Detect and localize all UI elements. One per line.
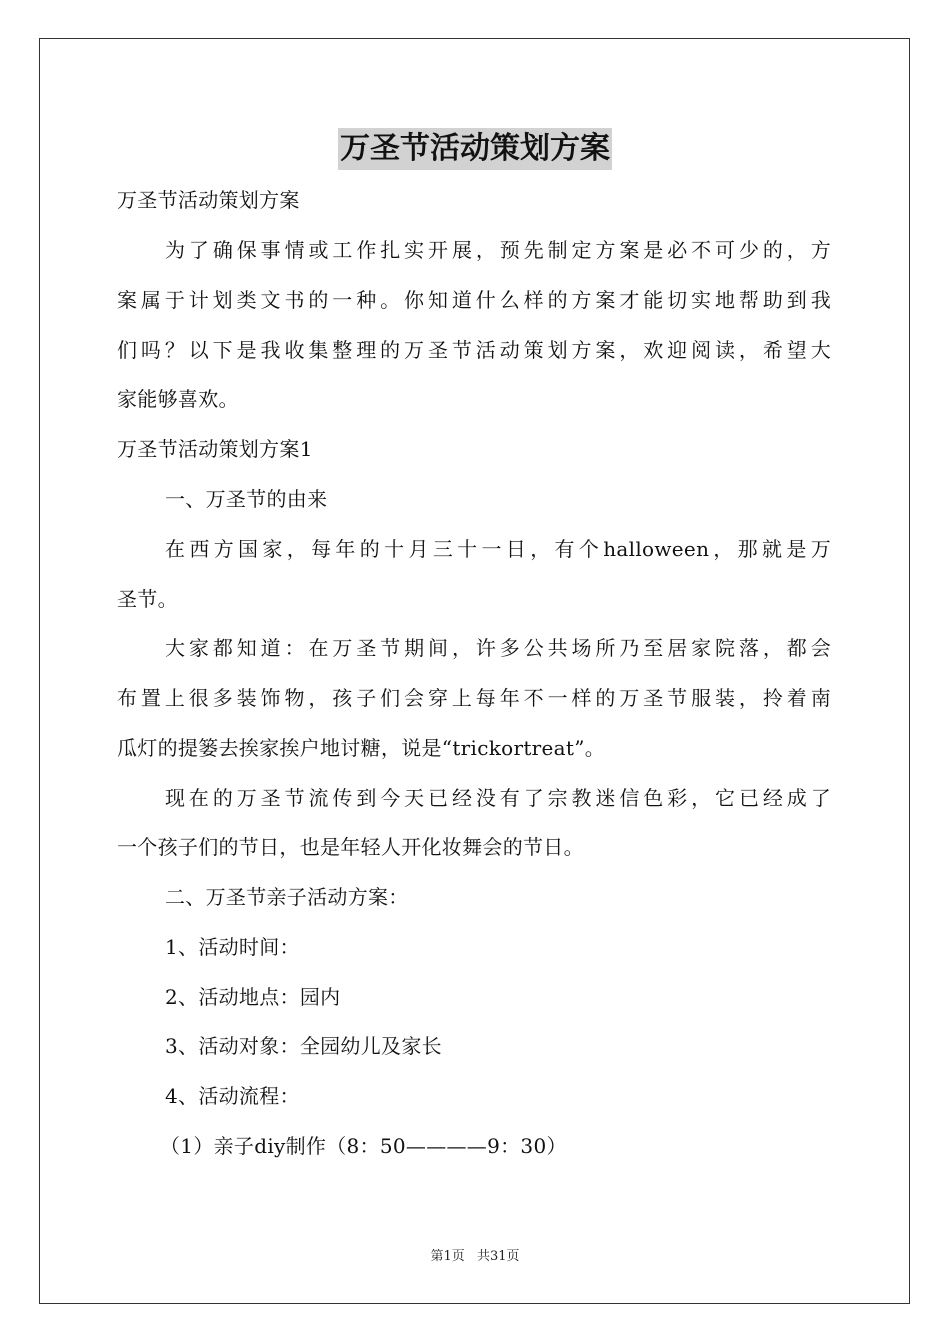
plan-item-location: 2、活动地点：园内 <box>165 985 341 1009</box>
page-footer <box>0 1248 950 1266</box>
plan-item-process: 4、活动流程： <box>165 1084 300 1108</box>
subheading-plan: 二、万圣节亲子活动方案： <box>165 885 409 909</box>
modern-paragraph-line-1: 现在的万圣节流传到今天已经没有了宗教迷信色彩，它已经成了 <box>165 786 831 810</box>
intro-paragraph-line-2: 案属于计划类文书的一种。你知道什么样的方案才能切实地帮助到我 <box>117 288 831 312</box>
subtitle-line: 万圣节活动策划方案 <box>117 188 300 212</box>
plan-item-audience: 3、活动对象：全园幼儿及家长 <box>165 1034 442 1058</box>
origin-paragraph-line-2: 圣节。 <box>117 587 178 611</box>
document-title: 万圣节活动策划方案 <box>338 128 612 170</box>
page-border <box>39 38 910 1304</box>
title-container <box>0 128 950 170</box>
intro-paragraph-line-3: 们吗？以下是我收集整理的万圣节活动策划方案，欢迎阅读，希望大 <box>117 338 831 362</box>
section-heading: 万圣节活动策划方案1 <box>117 437 313 461</box>
plan-item-time: 1、活动时间： <box>165 935 300 959</box>
modern-paragraph-line-2: 一个孩子们的节日，也是年轻人开化妆舞会的节日。 <box>117 835 584 859</box>
subheading-origin: 一、万圣节的由来 <box>165 487 328 511</box>
page-number-total: 共31页 <box>476 1249 520 1264</box>
custom-paragraph-line-1: 大家都知道：在万圣节期间，许多公共场所乃至居家院落，都会 <box>165 636 831 660</box>
page-number-current: 第1页 <box>430 1249 465 1264</box>
intro-paragraph-line-4: 家能够喜欢。 <box>117 387 239 411</box>
intro-paragraph-line-1: 为了确保事情或工作扎实开展，预先制定方案是必不可少的，方 <box>165 238 831 262</box>
custom-paragraph-line-2: 布置上很多装饰物，孩子们会穿上每年不一样的万圣节服装，拎着南 <box>117 686 831 710</box>
plan-subitem-diy: （1）亲子diy制作（8：50————9：30） <box>160 1134 567 1158</box>
custom-paragraph-line-3: 瓜灯的提篓去挨家挨户地讨糖，说是“trickortreat”。 <box>117 736 606 760</box>
origin-paragraph-line-1: 在西方国家，每年的十月三十一日，有个halloween，那就是万 <box>165 537 831 561</box>
